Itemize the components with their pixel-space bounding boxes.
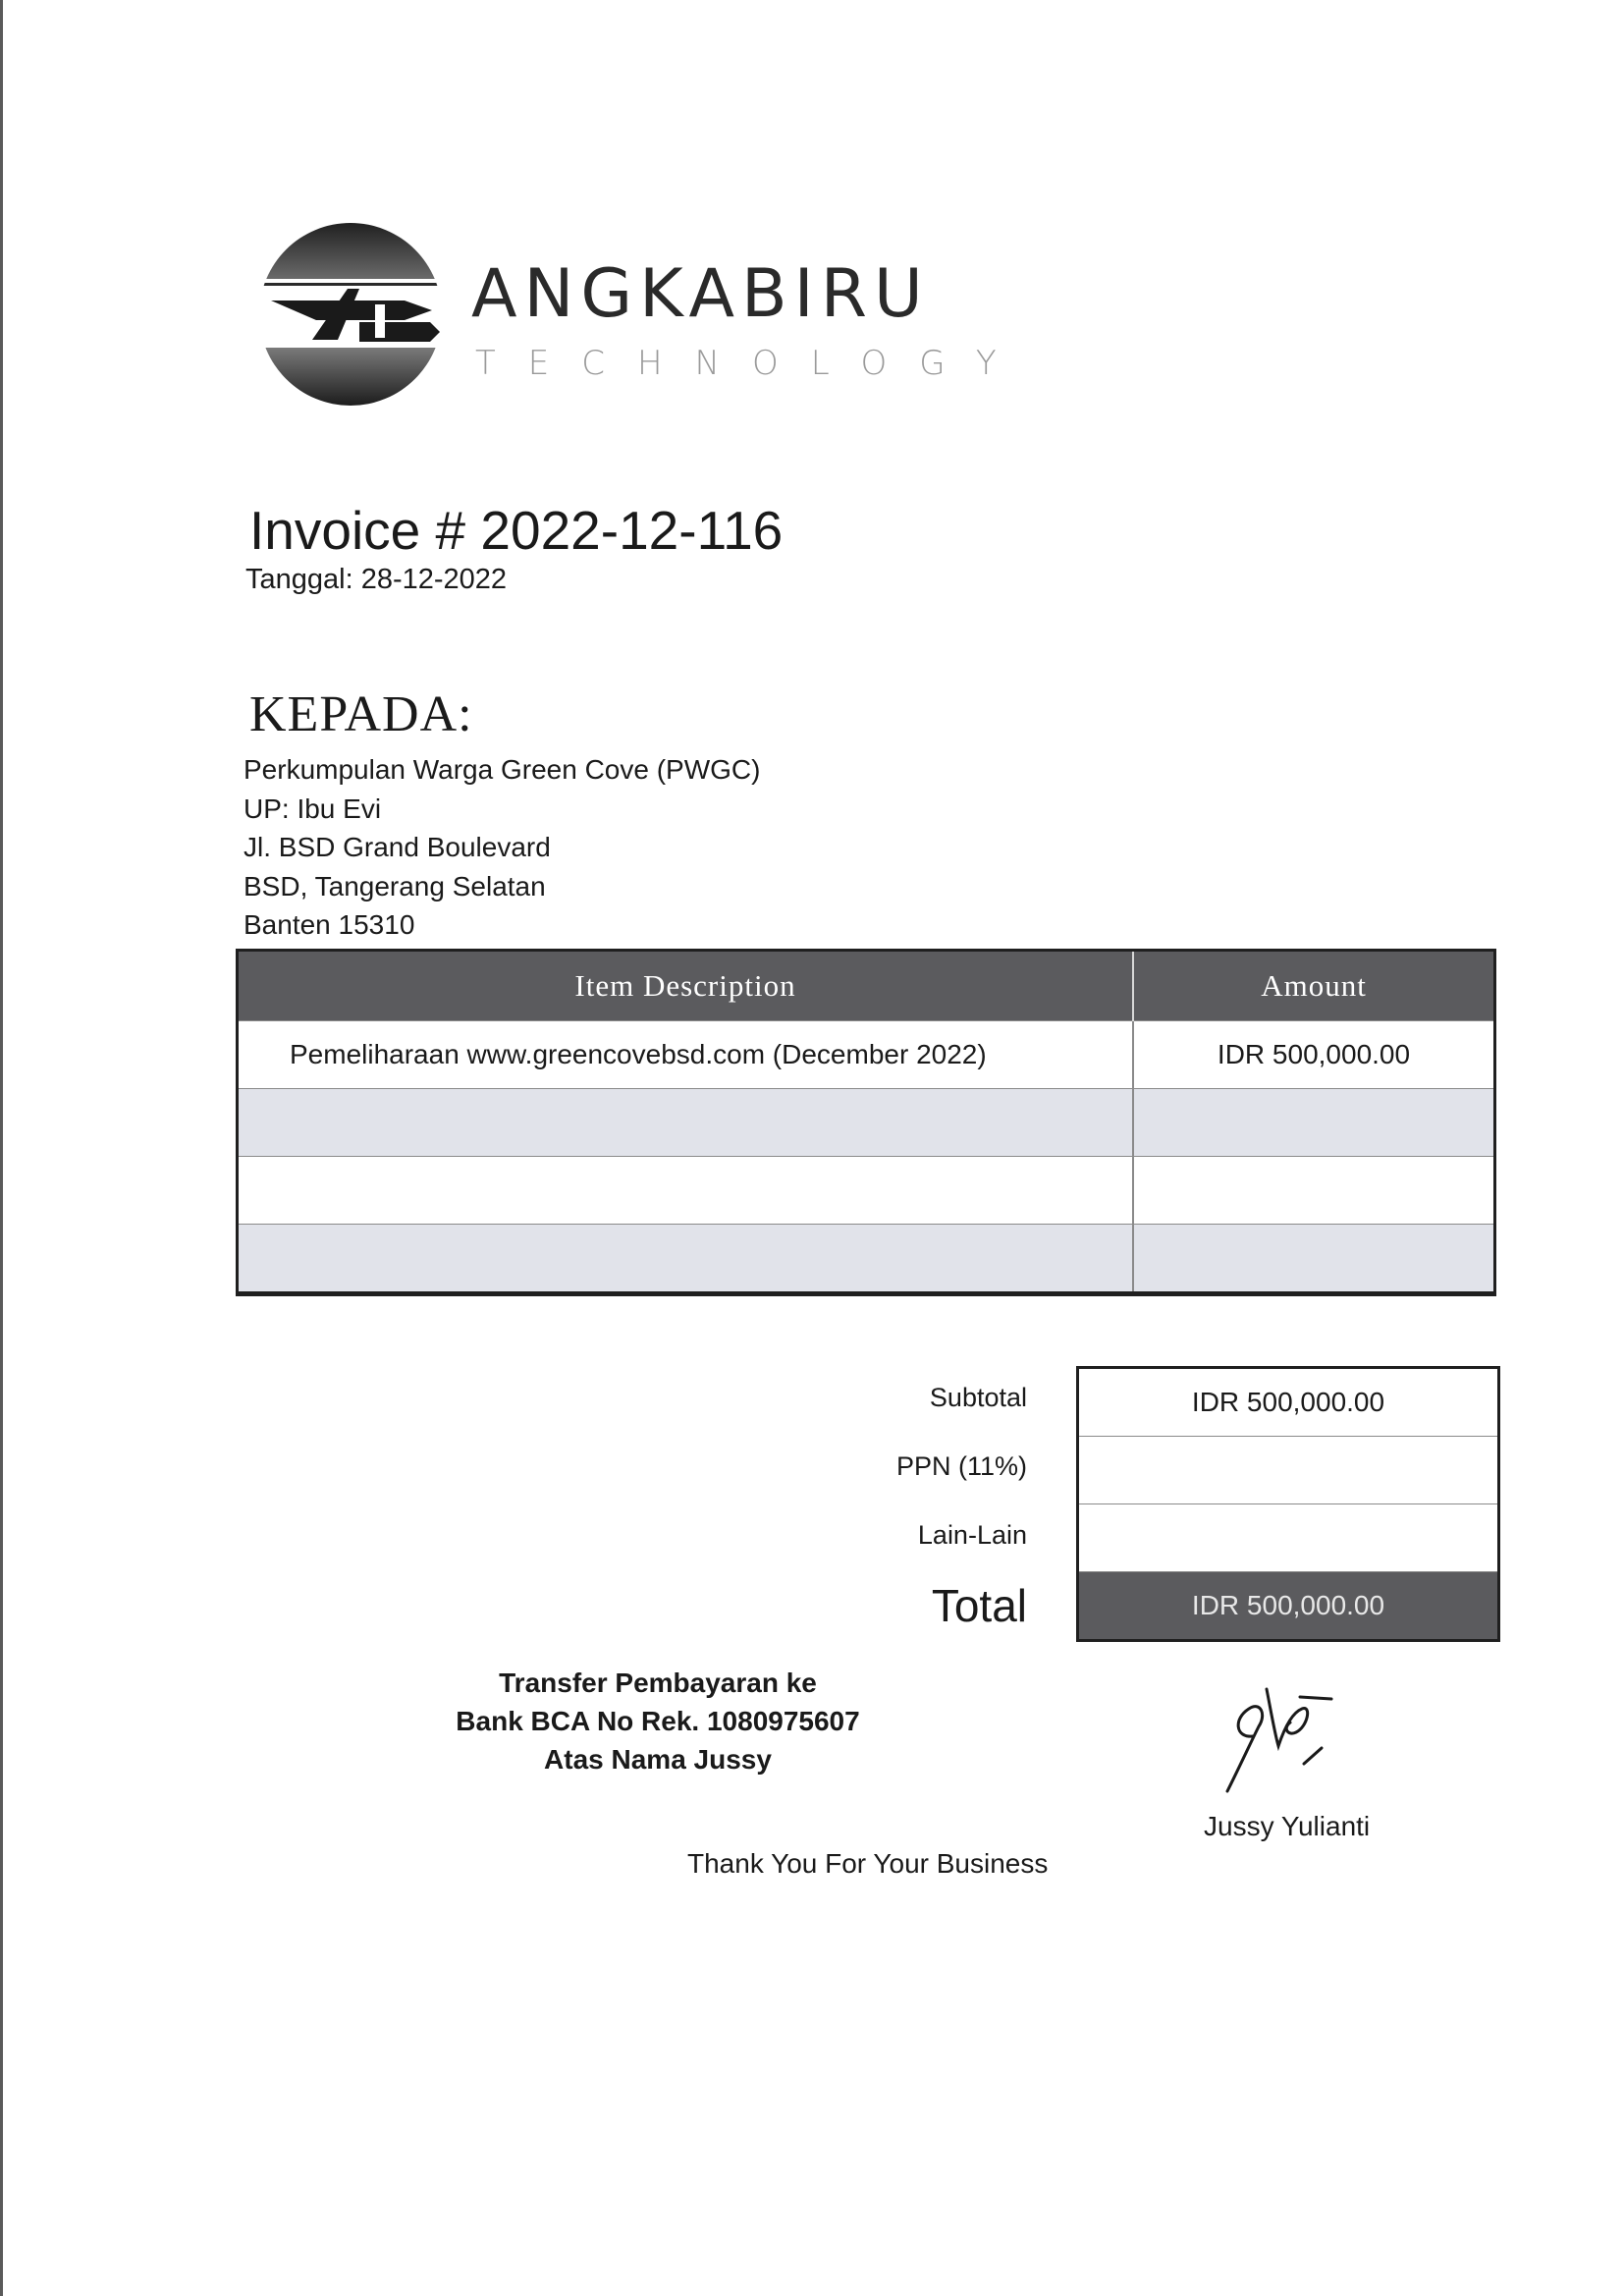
address-line: Perkumpulan Warga Green Cove (PWGC) [244,754,761,785]
item-description: Pemeliharaan www.greencovebsd.com (December 2022) [238,1021,1134,1089]
other-label: Lain-Lain [917,1520,1027,1550]
address-line: BSD, Tangerang Selatan [244,870,546,902]
items-table [236,949,1496,1296]
ppn-value [1079,1437,1497,1504]
item-amount [1133,1157,1495,1225]
subtotal-label: Subtotal [929,1383,1027,1412]
item-description [238,1225,1134,1294]
thank-you-note: Thank You For Your Business [687,1848,1049,1879]
invoice-date: Tanggal: 28-12-2022 [245,564,508,595]
column-header-description: Item Description [238,951,1134,1021]
scan-edge [0,0,3,2296]
payment-line: Transfer Pembayaran ke [499,1667,817,1698]
total-label: Total [931,1580,1027,1631]
recipient-address [244,750,760,945]
company-name: ANGKABIRU [471,255,930,333]
invoice-title: Invoice # 2022-12-116 [249,500,784,561]
address-line: UP: Ibu Evi [244,793,382,824]
recipient-heading: KEPADA: [249,686,473,742]
table-row [238,1157,1495,1225]
item-amount: IDR 500,000.00 [1133,1021,1495,1089]
payment-line: Bank BCA No Rek. 1080975607 [456,1706,860,1736]
payment-instructions [432,1664,884,1778]
subtotal-value: IDR 500,000.00 [1079,1369,1497,1437]
item-description [238,1157,1134,1225]
company-logo [257,218,1029,414]
table-row [238,1225,1495,1294]
company-tagline: TECHNOLOGY [475,344,1029,383]
item-amount [1133,1089,1495,1157]
item-amount [1133,1225,1495,1294]
signer-name: Jussy Yulianti [1204,1811,1371,1841]
table-row [238,1021,1495,1089]
totals-box [1076,1366,1500,1642]
address-line: Banten 15310 [244,909,415,940]
payment-line: Atas Nama Jussy [544,1744,772,1775]
item-description [238,1089,1134,1157]
ppn-label: PPN (11%) [895,1451,1027,1481]
logo-mark-icon [257,218,444,410]
column-header-amount: Amount [1133,951,1495,1021]
other-value [1079,1504,1497,1572]
signature-scribble [1206,1669,1363,1797]
address-line: Jl. BSD Grand Boulevard [244,832,551,862]
table-header-row [238,951,1495,1021]
table-row [238,1089,1495,1157]
total-value: IDR 500,000.00 [1079,1572,1497,1639]
